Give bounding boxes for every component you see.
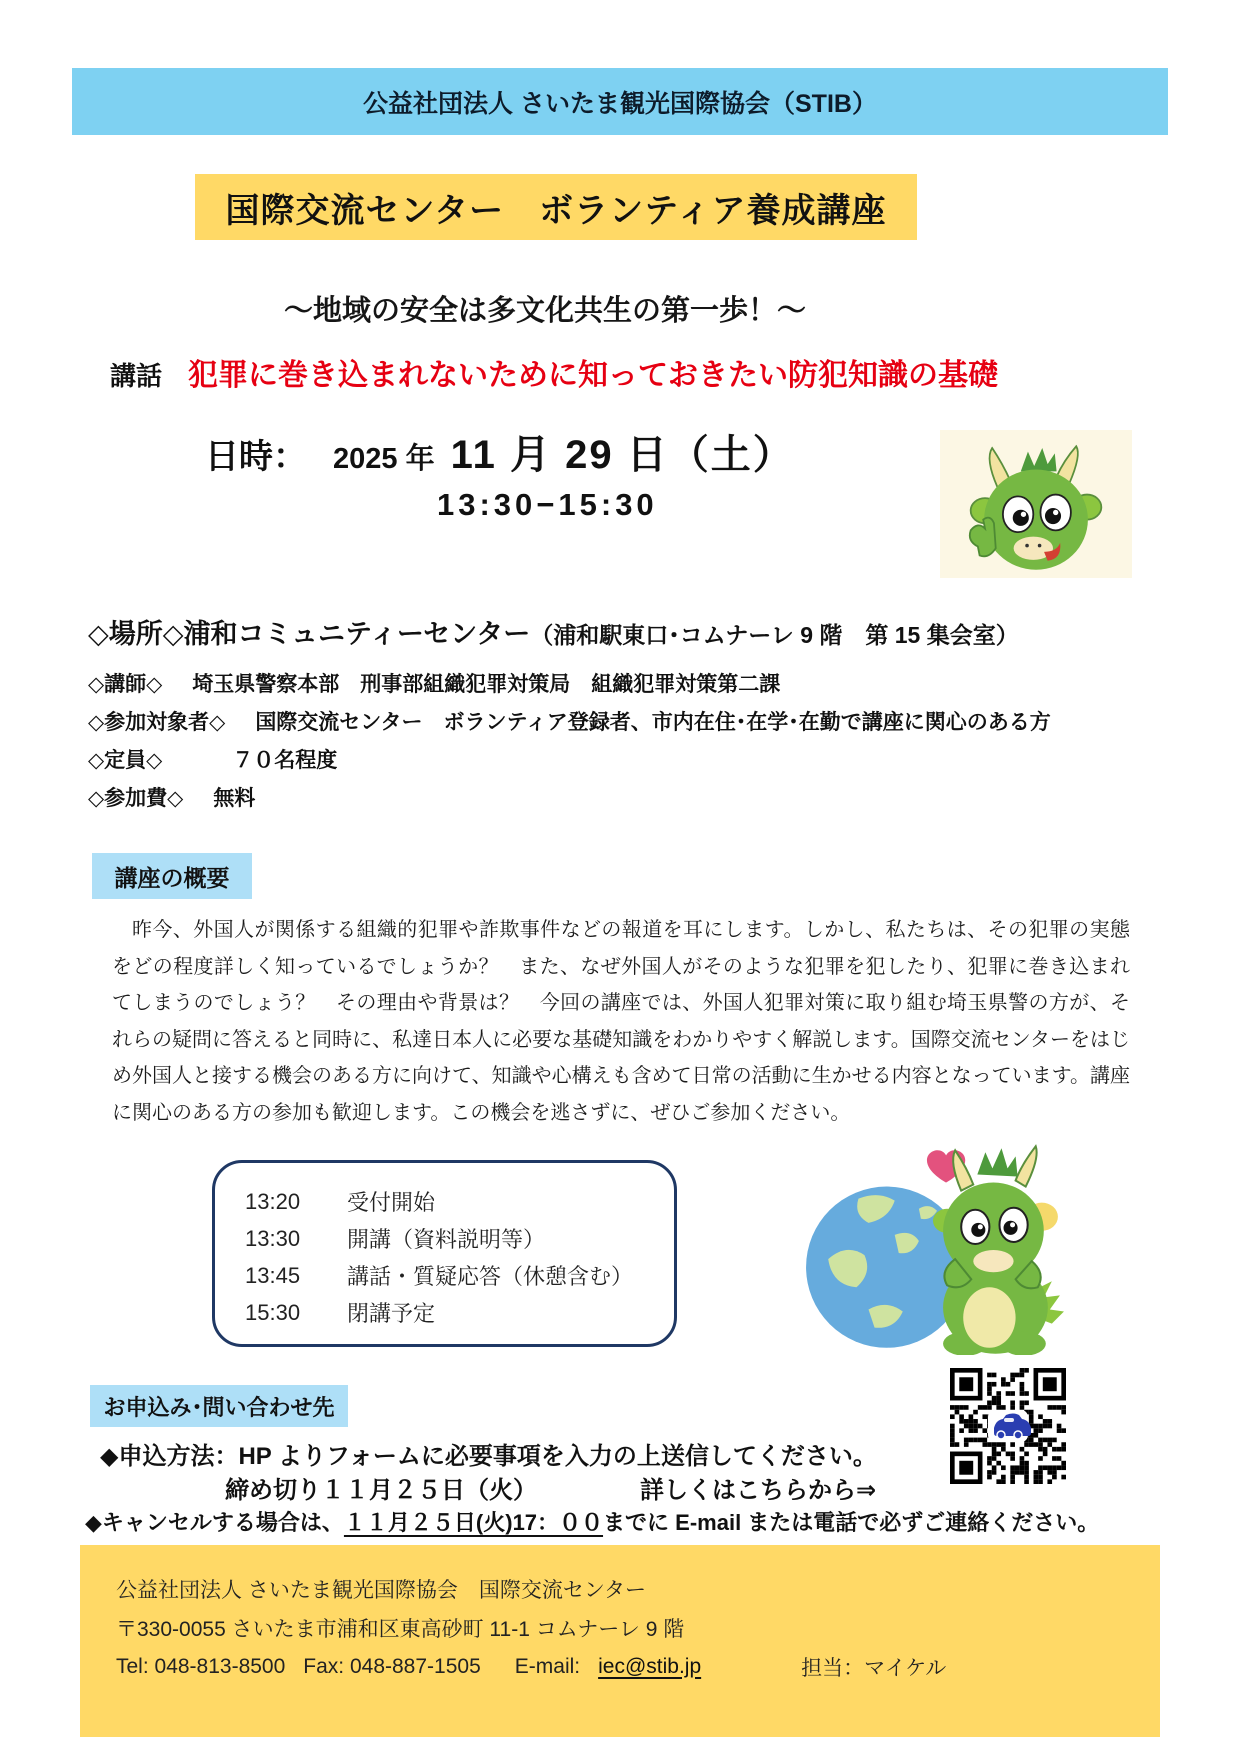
place-row xyxy=(88,612,1019,651)
detail-value: 埼玉県警察本部 刑事部組織犯罪対策局 組織犯罪対策第二課 xyxy=(192,673,781,696)
schedule-item: 開講（資料説明等） xyxy=(347,1227,546,1252)
datetime-date: 11 月 29 日（土） xyxy=(450,433,795,477)
course-title-box xyxy=(195,174,917,240)
detail-value: 無料 xyxy=(213,787,256,810)
schedule-row xyxy=(245,1183,674,1220)
place-label: ◇場所◇ xyxy=(88,619,184,649)
organization-name: 公益社団法人 さいたま観光国際協会（STIB） xyxy=(363,89,877,118)
cancel-suffix: までに E-mail または電話で必ずご連絡ください。 xyxy=(603,1510,1100,1535)
footer-email-label: E-mail: xyxy=(514,1654,581,1678)
footer-phone-line xyxy=(116,1647,1160,1686)
overview-paragraph: 昨今、外国人が関係する組織的犯罪や詐欺事件などの報道を耳にします。しかし、私たちは、その犯罪の実態をどの程度詳しく知っているでしょうか？ また、なぜ外国人がそのような犯罪を犯したり、犯罪に巻き込まれてしまうのでしょう？ その理由や背景は？ 今回の講座では、外国人犯罪対策に取り組む埼玉県警の方が、それらの疑問に答えると同時に、私達日本人に必要な基礎知識をわかりやすく解説します。国際交流センターをはじめ外国人と接する機会のある方に向けて、知識や心構えも含めて日常の活動に生かせる内容となっています。講座に関心のある方の参加も歓迎します。この機会を逃さずに、ぜひご参加ください。 xyxy=(112,919,1130,1124)
schedule-item: 講話・質疑応答（休憩含む） xyxy=(347,1264,634,1289)
lecture-label: 講話 xyxy=(110,361,163,391)
footer-org: 公益社団法人 さいたま観光国際協会 国際交流センター xyxy=(116,1578,646,1602)
qr-hint-with-arrow: 詳しくはこちらから⇒ xyxy=(640,1477,877,1504)
organization-banner xyxy=(72,68,1168,135)
schedule-row xyxy=(245,1294,674,1331)
schedule-time: 13:45 xyxy=(245,1262,301,1288)
contact-section-header: お申込み･問い合わせ先 xyxy=(90,1385,348,1427)
schedule-box xyxy=(212,1160,677,1347)
footer-staff: 担当：マイケル xyxy=(801,1656,947,1680)
schedule-item: 受付開始 xyxy=(347,1190,436,1215)
dragon-earth-illustration-icon xyxy=(798,1138,1070,1355)
course-details-list xyxy=(88,668,1188,820)
footer-contact-box xyxy=(80,1545,1160,1737)
detail-label: ◇定員◇ xyxy=(88,749,163,772)
schedule-row xyxy=(245,1220,674,1257)
footer-email-link[interactable]: iec@stib.jp xyxy=(598,1654,702,1678)
schedule-time: 15:30 xyxy=(245,1299,301,1325)
schedule-item: 閉講予定 xyxy=(347,1301,436,1326)
cancel-policy-line xyxy=(85,1506,1225,1537)
datetime-label: 日時： xyxy=(205,438,307,476)
detail-row-audience xyxy=(88,706,1188,744)
overview-section-header: 講座の概要 xyxy=(92,853,252,899)
detail-label: ◇参加対象者◇ xyxy=(88,711,226,734)
cancel-deadline: １１月２５日(火)17：００ xyxy=(343,1510,604,1535)
course-title: 国際交流センター ボランティア養成講座 xyxy=(225,191,887,230)
lecture-theme-row xyxy=(110,350,998,394)
course-subtitle: ～地域の安全は多文化共生の第一歩！～ xyxy=(283,295,806,327)
footer-tel: Tel: 048-813-8500 xyxy=(116,1654,286,1678)
detail-row-lecturer xyxy=(88,668,1188,706)
detail-label: ◇講師◇ xyxy=(88,673,163,696)
dragon-mascot-icon xyxy=(940,430,1132,578)
lecture-title: 犯罪に巻き込まれないために知っておきたい防犯知識の基礎 xyxy=(188,359,999,392)
apply-deadline: 締め切り１１月２５日（火） xyxy=(225,1477,537,1504)
datetime-year: 2025 年 xyxy=(333,443,435,475)
cancel-prefix: ◆キャンセルする場合は、 xyxy=(85,1510,344,1535)
schedule-time: 13:20 xyxy=(245,1188,301,1214)
detail-row-fee xyxy=(88,782,1188,820)
footer-address: 〒330-0055 さいたま市浦和区東高砂町 11-1 コムナーレ 9 階 xyxy=(116,1617,685,1641)
datetime-row xyxy=(205,423,795,480)
schedule-row xyxy=(245,1257,674,1294)
footer-fax: Fax: 048-887-1505 xyxy=(303,1654,481,1678)
qr-code-icon xyxy=(950,1368,1066,1484)
place-name: 浦和コミュニティーセンター xyxy=(183,619,531,649)
detail-label: ◇参加費◇ xyxy=(88,787,184,810)
detail-row-capacity xyxy=(88,744,1188,782)
detail-value: 国際交流センター ボランティア登録者、市内在住･在学･在勤で講座に関心のある方 xyxy=(255,711,1051,734)
place-note: （浦和駅東口･コムナーレ 9 階 第 15 集会室） xyxy=(530,622,1019,648)
schedule-time: 13:30 xyxy=(245,1225,301,1251)
footer-address-line xyxy=(116,1608,1160,1647)
footer-org-line xyxy=(116,1569,1160,1608)
apply-method-line: ◆申込方法：HP よりフォームに必要事項を入力の上送信してください。 xyxy=(100,1443,877,1470)
detail-value: ７０名程度 xyxy=(232,749,338,772)
time-range: 13:30−15:30 xyxy=(437,487,658,522)
